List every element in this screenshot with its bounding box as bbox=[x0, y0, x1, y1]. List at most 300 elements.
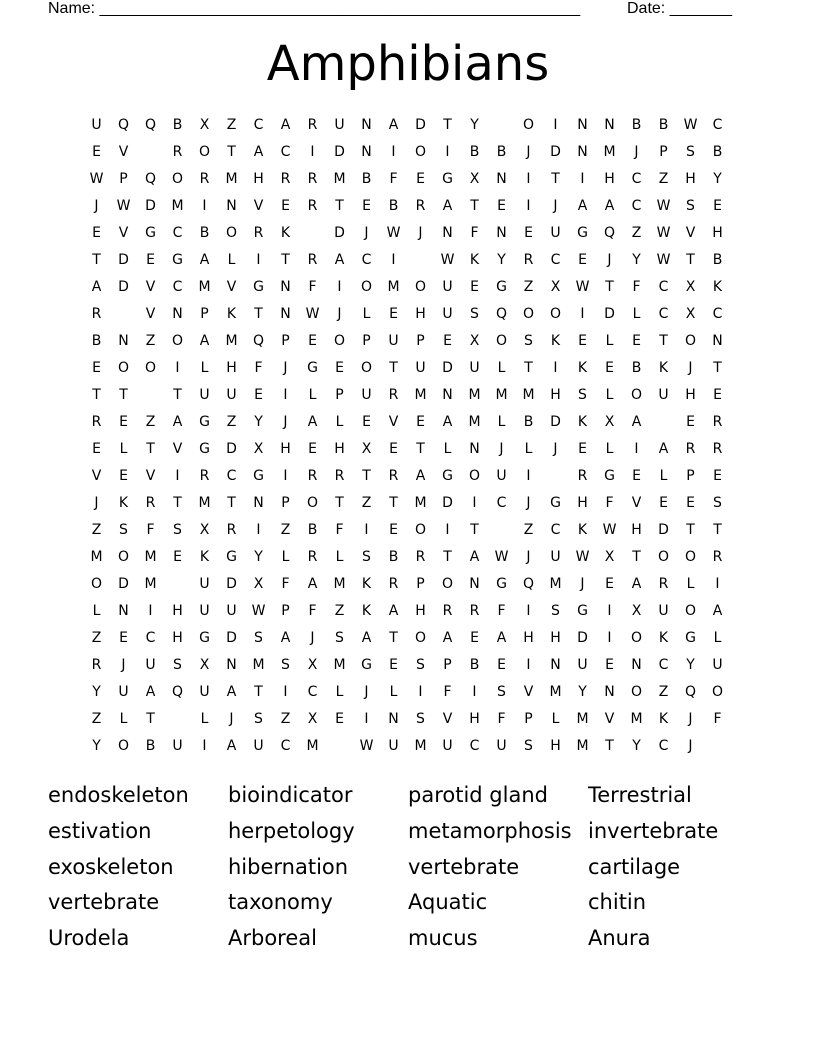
grid-cell: B bbox=[712, 144, 723, 160]
grid-cell: K bbox=[280, 225, 291, 241]
grid-cell: S bbox=[578, 387, 587, 403]
grid-cell: Z bbox=[145, 333, 156, 349]
grid-cell: M bbox=[576, 711, 589, 727]
grid-cell: D bbox=[550, 414, 561, 430]
grid-cell: E bbox=[92, 144, 101, 160]
grid-cell: A bbox=[658, 441, 669, 457]
word-list-item: metamorphosis bbox=[408, 818, 572, 843]
grid-cell: O bbox=[711, 684, 724, 700]
grid-cell: M bbox=[90, 549, 103, 565]
word-list-item: exoskeleton bbox=[48, 854, 174, 879]
grid-cell: L bbox=[524, 441, 533, 457]
grid-cell: W bbox=[251, 603, 266, 619]
grid-cell: A bbox=[253, 144, 264, 160]
grid-cell: U bbox=[199, 684, 210, 700]
grid-cell: Q bbox=[117, 117, 130, 133]
grid-cell: R bbox=[685, 441, 696, 457]
grid-cell: T bbox=[146, 441, 155, 457]
grid-cell: W bbox=[89, 171, 104, 187]
grid-cell: C bbox=[280, 738, 291, 754]
word-list-item: estivation bbox=[48, 818, 152, 843]
date-field: Date: _______ bbox=[627, 0, 732, 17]
grid-cell: I bbox=[256, 252, 261, 268]
grid-cell: M bbox=[603, 144, 616, 160]
grid-cell: D bbox=[334, 225, 345, 241]
grid-cell: O bbox=[495, 333, 508, 349]
grid-cell bbox=[488, 112, 515, 139]
grid-cell: M bbox=[549, 684, 562, 700]
grid-cell: C bbox=[658, 279, 669, 295]
grid-cell: T bbox=[713, 522, 722, 538]
grid-cell: W bbox=[386, 225, 401, 241]
grid-cell: E bbox=[497, 198, 506, 214]
grid-cell: J bbox=[337, 306, 342, 322]
grid-cell: O bbox=[684, 603, 697, 619]
grid-cell: D bbox=[145, 198, 156, 214]
grid-cell: U bbox=[145, 657, 156, 673]
grid-cell: I bbox=[175, 468, 180, 484]
word-list-item: cartilage bbox=[588, 854, 681, 879]
grid-cell: W bbox=[116, 198, 131, 214]
grid-cell: G bbox=[307, 360, 318, 376]
grid-cell: Y bbox=[470, 117, 479, 133]
grid-row bbox=[83, 436, 733, 463]
grid-cell: I bbox=[364, 711, 369, 727]
grid-cell: I bbox=[391, 144, 396, 160]
word-list-item: vertebrate bbox=[48, 890, 160, 915]
grid-cell: D bbox=[226, 630, 237, 646]
grid-cell: C bbox=[307, 684, 318, 700]
grid-cell: M bbox=[333, 171, 346, 187]
grid-cell: E bbox=[308, 441, 317, 457]
grid-cell: U bbox=[658, 387, 669, 403]
grid-cell: U bbox=[415, 360, 426, 376]
grid-cell: N bbox=[388, 711, 399, 727]
grid-cell: U bbox=[442, 738, 453, 754]
grid-cell: Y bbox=[254, 549, 263, 565]
grid-cell: Z bbox=[658, 171, 669, 187]
grid-cell: O bbox=[522, 117, 535, 133]
grid-cell: Y bbox=[632, 738, 641, 754]
word-list-item: parotid gland bbox=[408, 783, 548, 807]
grid-row bbox=[83, 463, 733, 490]
grid-cell: D bbox=[604, 306, 615, 322]
grid-cell: C bbox=[550, 252, 561, 268]
grid-cell: L bbox=[200, 360, 209, 376]
grid-cell: W bbox=[440, 252, 455, 268]
grid-cell: R bbox=[523, 252, 534, 268]
grid-cell: P bbox=[524, 711, 533, 727]
word-list-item: taxonomy bbox=[228, 890, 333, 915]
grid-cell: N bbox=[712, 333, 723, 349]
grid-cell: Z bbox=[658, 684, 669, 700]
grid-cell: I bbox=[283, 468, 288, 484]
grid-cell: L bbox=[632, 306, 641, 322]
grid-cell: O bbox=[522, 306, 535, 322]
grid-cell: T bbox=[254, 684, 263, 700]
grid-cell: E bbox=[119, 468, 128, 484]
grid-cell: S bbox=[524, 333, 533, 349]
grid-row bbox=[83, 301, 733, 328]
grid-cell: T bbox=[443, 117, 452, 133]
grid-cell: P bbox=[281, 495, 290, 511]
grid-cell: M bbox=[306, 738, 319, 754]
grid-cell: D bbox=[226, 576, 237, 592]
grid-cell: N bbox=[280, 279, 291, 295]
grid-cell: R bbox=[307, 117, 318, 133]
grid-cell: O bbox=[144, 360, 157, 376]
grid-cell: F bbox=[605, 495, 614, 511]
grid-cell: U bbox=[712, 657, 723, 673]
grid-cell: S bbox=[713, 495, 722, 511]
grid-row bbox=[83, 652, 733, 679]
grid-cell: X bbox=[469, 171, 480, 187]
grid-cell: G bbox=[550, 495, 561, 511]
grid-cell: L bbox=[497, 414, 506, 430]
grid-cell: Y bbox=[578, 684, 587, 700]
grid-cell: E bbox=[119, 414, 128, 430]
grid-cell: J bbox=[580, 576, 585, 592]
grid-cell: U bbox=[118, 684, 129, 700]
grid-cell: E bbox=[713, 468, 722, 484]
grid-cell: L bbox=[281, 549, 290, 565]
grid-cell: B bbox=[496, 144, 507, 160]
grid-cell: A bbox=[388, 603, 399, 619]
grid-cell: A bbox=[442, 414, 453, 430]
grid-cell: B bbox=[388, 198, 399, 214]
grid-cell: X bbox=[550, 279, 561, 295]
grid-cell: A bbox=[631, 414, 642, 430]
grid-cell: M bbox=[225, 171, 238, 187]
grid-cell: W bbox=[305, 306, 320, 322]
grid-cell: Z bbox=[91, 630, 102, 646]
grid-cell: O bbox=[684, 549, 697, 565]
header bbox=[48, 0, 748, 20]
grid-cell: U bbox=[199, 387, 210, 403]
grid-cell: H bbox=[631, 522, 642, 538]
grid-row bbox=[83, 544, 733, 571]
grid-cell: R bbox=[712, 549, 723, 565]
grid-cell: E bbox=[362, 414, 371, 430]
grid-cell: H bbox=[523, 630, 534, 646]
grid-cell: I bbox=[634, 441, 639, 457]
grid-cell: E bbox=[713, 198, 722, 214]
grid-cell bbox=[542, 463, 569, 490]
grid-cell: K bbox=[550, 333, 561, 349]
grid-cell: B bbox=[361, 171, 372, 187]
grid-cell: E bbox=[254, 387, 263, 403]
grid-cell: T bbox=[173, 387, 182, 403]
grid-cell: H bbox=[577, 495, 588, 511]
grid-cell: S bbox=[335, 630, 344, 646]
grid-cell: E bbox=[173, 549, 182, 565]
grid-row bbox=[83, 112, 733, 139]
grid-cell bbox=[164, 571, 191, 598]
grid-cell: B bbox=[388, 549, 399, 565]
grid-cell: C bbox=[253, 117, 264, 133]
grid-cell: Y bbox=[632, 252, 641, 268]
grid-cell: L bbox=[335, 414, 344, 430]
grid-cell: G bbox=[577, 225, 588, 241]
grid-cell: E bbox=[524, 225, 533, 241]
grid-cell: L bbox=[551, 711, 560, 727]
grid-cell: C bbox=[172, 225, 183, 241]
grid-cell: K bbox=[577, 522, 588, 538]
grid-cell: O bbox=[171, 333, 184, 349]
grid-cell: T bbox=[254, 306, 263, 322]
grid-cell: N bbox=[577, 117, 588, 133]
grid-cell: P bbox=[443, 657, 452, 673]
grid-cell: D bbox=[415, 117, 426, 133]
grid-cell: O bbox=[630, 387, 643, 403]
grid-cell: G bbox=[604, 468, 615, 484]
grid-cell: H bbox=[550, 738, 561, 754]
grid-cell: S bbox=[686, 144, 695, 160]
grid-cell: J bbox=[526, 495, 531, 511]
grid-row bbox=[83, 193, 733, 220]
grid-cell: S bbox=[416, 711, 425, 727]
grid-row bbox=[83, 625, 733, 652]
grid-cell: M bbox=[225, 333, 238, 349]
grid-cell: E bbox=[92, 441, 101, 457]
grid-cell: E bbox=[497, 657, 506, 673]
grid-row bbox=[83, 274, 733, 301]
grid-cell: C bbox=[631, 171, 642, 187]
grid-cell: D bbox=[577, 630, 588, 646]
grid-cell: R bbox=[307, 198, 318, 214]
grid-cell: C bbox=[361, 252, 372, 268]
grid-cell: T bbox=[92, 387, 101, 403]
grid-cell: I bbox=[283, 684, 288, 700]
grid-cell: I bbox=[445, 144, 450, 160]
grid-cell: O bbox=[117, 549, 130, 565]
grid-cell: E bbox=[389, 441, 398, 457]
grid-cell: I bbox=[202, 738, 207, 754]
grid-cell: N bbox=[253, 495, 264, 511]
grid-cell: E bbox=[605, 576, 614, 592]
grid-cell: L bbox=[92, 603, 101, 619]
grid-cell: A bbox=[577, 198, 588, 214]
grid-cell: N bbox=[361, 144, 372, 160]
grid-cell: U bbox=[334, 117, 345, 133]
grid-cell: N bbox=[361, 117, 372, 133]
grid-cell: M bbox=[144, 576, 157, 592]
grid-cell: J bbox=[283, 414, 288, 430]
grid-cell: I bbox=[445, 522, 450, 538]
grid-cell: F bbox=[443, 684, 452, 700]
grid-cell: L bbox=[605, 333, 614, 349]
grid-cell: X bbox=[685, 279, 696, 295]
grid-cell: Z bbox=[226, 414, 237, 430]
grid-cell: G bbox=[361, 657, 372, 673]
grid-cell: G bbox=[496, 576, 507, 592]
grid-cell: M bbox=[198, 495, 211, 511]
grid-cell: A bbox=[91, 279, 102, 295]
grid-cell: Q bbox=[144, 171, 157, 187]
grid-cell: Q bbox=[522, 576, 535, 592]
word-list-item: Anura bbox=[588, 926, 651, 950]
grid-cell: M bbox=[252, 657, 265, 673]
grid-cell: I bbox=[337, 279, 342, 295]
grid-cell: E bbox=[443, 333, 452, 349]
grid-cell: S bbox=[524, 738, 533, 754]
grid-cell: E bbox=[362, 198, 371, 214]
grid-cell: B bbox=[172, 117, 183, 133]
grid-cell: C bbox=[658, 657, 669, 673]
grid-cell: G bbox=[496, 279, 507, 295]
grid-cell: V bbox=[253, 198, 264, 214]
grid-cell: D bbox=[118, 279, 129, 295]
grid-cell: T bbox=[389, 495, 398, 511]
grid-cell: Z bbox=[523, 279, 534, 295]
grid-cell: G bbox=[685, 630, 696, 646]
grid-cell: O bbox=[90, 576, 103, 592]
grid-cell: C bbox=[496, 495, 507, 511]
grid-cell: N bbox=[118, 603, 129, 619]
grid-cell: B bbox=[658, 117, 669, 133]
grid-cell: N bbox=[442, 225, 453, 241]
grid-cell: C bbox=[658, 306, 669, 322]
grid-cell: R bbox=[172, 144, 183, 160]
grid-cell: A bbox=[631, 576, 642, 592]
grid-cell: B bbox=[712, 252, 723, 268]
grid-cell: E bbox=[389, 306, 398, 322]
grid-cell: Z bbox=[145, 414, 156, 430]
grid-row bbox=[83, 733, 733, 760]
grid-cell: M bbox=[414, 738, 427, 754]
grid-cell: V bbox=[118, 144, 129, 160]
grid-cell: M bbox=[549, 576, 562, 592]
grid-cell: U bbox=[388, 738, 399, 754]
grid-cell: O bbox=[441, 576, 454, 592]
grid-cell: Z bbox=[226, 117, 237, 133]
grid-cell: R bbox=[334, 468, 345, 484]
grid-cell: W bbox=[683, 117, 698, 133]
grid-cell: D bbox=[334, 144, 345, 160]
grid-cell: X bbox=[307, 711, 318, 727]
grid-cell: R bbox=[145, 495, 156, 511]
grid-cell: E bbox=[281, 198, 290, 214]
grid-cell: U bbox=[469, 360, 480, 376]
grid-cell: O bbox=[657, 549, 670, 565]
grid-cell: X bbox=[199, 117, 210, 133]
grid-cell: M bbox=[468, 387, 481, 403]
grid-cell: N bbox=[226, 198, 237, 214]
grid-cell: V bbox=[91, 468, 102, 484]
grid-cell: X bbox=[361, 441, 372, 457]
word-list-item: invertebrate bbox=[588, 818, 719, 843]
grid-cell: H bbox=[550, 387, 561, 403]
grid-cell: R bbox=[388, 468, 399, 484]
grid-cell: R bbox=[469, 603, 480, 619]
grid-cell: C bbox=[712, 306, 723, 322]
grid-cell: D bbox=[226, 441, 237, 457]
grid-cell: M bbox=[630, 711, 643, 727]
grid-cell: G bbox=[226, 549, 237, 565]
grid-cell: R bbox=[658, 576, 669, 592]
grid-cell: R bbox=[307, 549, 318, 565]
grid-cell: N bbox=[172, 306, 183, 322]
page-title: Amphibians bbox=[266, 36, 550, 92]
grid-cell: U bbox=[361, 387, 372, 403]
grid-cell: V bbox=[388, 414, 399, 430]
grid-cell: K bbox=[658, 711, 669, 727]
grid-cell: J bbox=[688, 711, 693, 727]
grid-cell: O bbox=[414, 279, 427, 295]
grid-cell: H bbox=[280, 441, 291, 457]
grid-cell: N bbox=[604, 117, 615, 133]
grid-cell: X bbox=[307, 657, 318, 673]
grid-cell: I bbox=[526, 603, 531, 619]
grid-cell: I bbox=[607, 630, 612, 646]
grid-cell: P bbox=[200, 306, 209, 322]
grid-cell bbox=[164, 706, 191, 733]
grid-cell: E bbox=[632, 468, 641, 484]
grid-cell: G bbox=[253, 279, 264, 295]
grid-cell: N bbox=[631, 657, 642, 673]
grid-cell: H bbox=[712, 225, 723, 241]
grid-cell: A bbox=[280, 117, 291, 133]
grid-cell: L bbox=[605, 387, 614, 403]
grid-cell: M bbox=[414, 495, 427, 511]
grid-cell: B bbox=[631, 360, 642, 376]
grid-cell: I bbox=[472, 495, 477, 511]
grid-row bbox=[83, 220, 733, 247]
grid-cell: O bbox=[333, 333, 346, 349]
grid-cell: E bbox=[686, 495, 695, 511]
grid-cell: D bbox=[442, 495, 453, 511]
grid-cell bbox=[407, 247, 434, 274]
grid-cell: O bbox=[414, 144, 427, 160]
word-list-item: chitin bbox=[588, 890, 647, 915]
grid-cell: A bbox=[496, 630, 507, 646]
grid-cell: Q bbox=[252, 333, 265, 349]
grid-cell: K bbox=[658, 360, 669, 376]
grid-cell: U bbox=[199, 576, 210, 592]
grid-cell: S bbox=[362, 549, 371, 565]
grid-cell: I bbox=[418, 684, 423, 700]
grid-cell: T bbox=[227, 495, 236, 511]
grid-cell: I bbox=[526, 198, 531, 214]
grid-cell: T bbox=[551, 171, 560, 187]
grid-cell: A bbox=[199, 333, 210, 349]
grid-cell: E bbox=[578, 252, 587, 268]
grid-cell: K bbox=[361, 603, 372, 619]
grid-cell: E bbox=[578, 441, 587, 457]
grid-cell: F bbox=[713, 711, 722, 727]
grid-cell: C bbox=[550, 522, 561, 538]
grid-cell: J bbox=[553, 198, 558, 214]
grid-cell: H bbox=[685, 171, 696, 187]
grid-cell: X bbox=[199, 657, 210, 673]
grid-cell: I bbox=[364, 522, 369, 538]
grid-cell: R bbox=[577, 468, 588, 484]
grid-cell: W bbox=[494, 549, 509, 565]
grid-cell: L bbox=[308, 387, 317, 403]
grid-cell: E bbox=[632, 333, 641, 349]
grid-cell: M bbox=[414, 387, 427, 403]
grid-cell: F bbox=[146, 522, 155, 538]
grid-cell: E bbox=[470, 630, 479, 646]
grid-cell: A bbox=[442, 630, 453, 646]
grid-cell: P bbox=[659, 144, 668, 160]
grid-cell: N bbox=[550, 657, 561, 673]
grid-cell: C bbox=[658, 738, 669, 754]
grid-cell: B bbox=[469, 144, 480, 160]
grid-cell: O bbox=[684, 333, 697, 349]
grid-cell: H bbox=[172, 603, 183, 619]
grid-cell: P bbox=[335, 387, 344, 403]
